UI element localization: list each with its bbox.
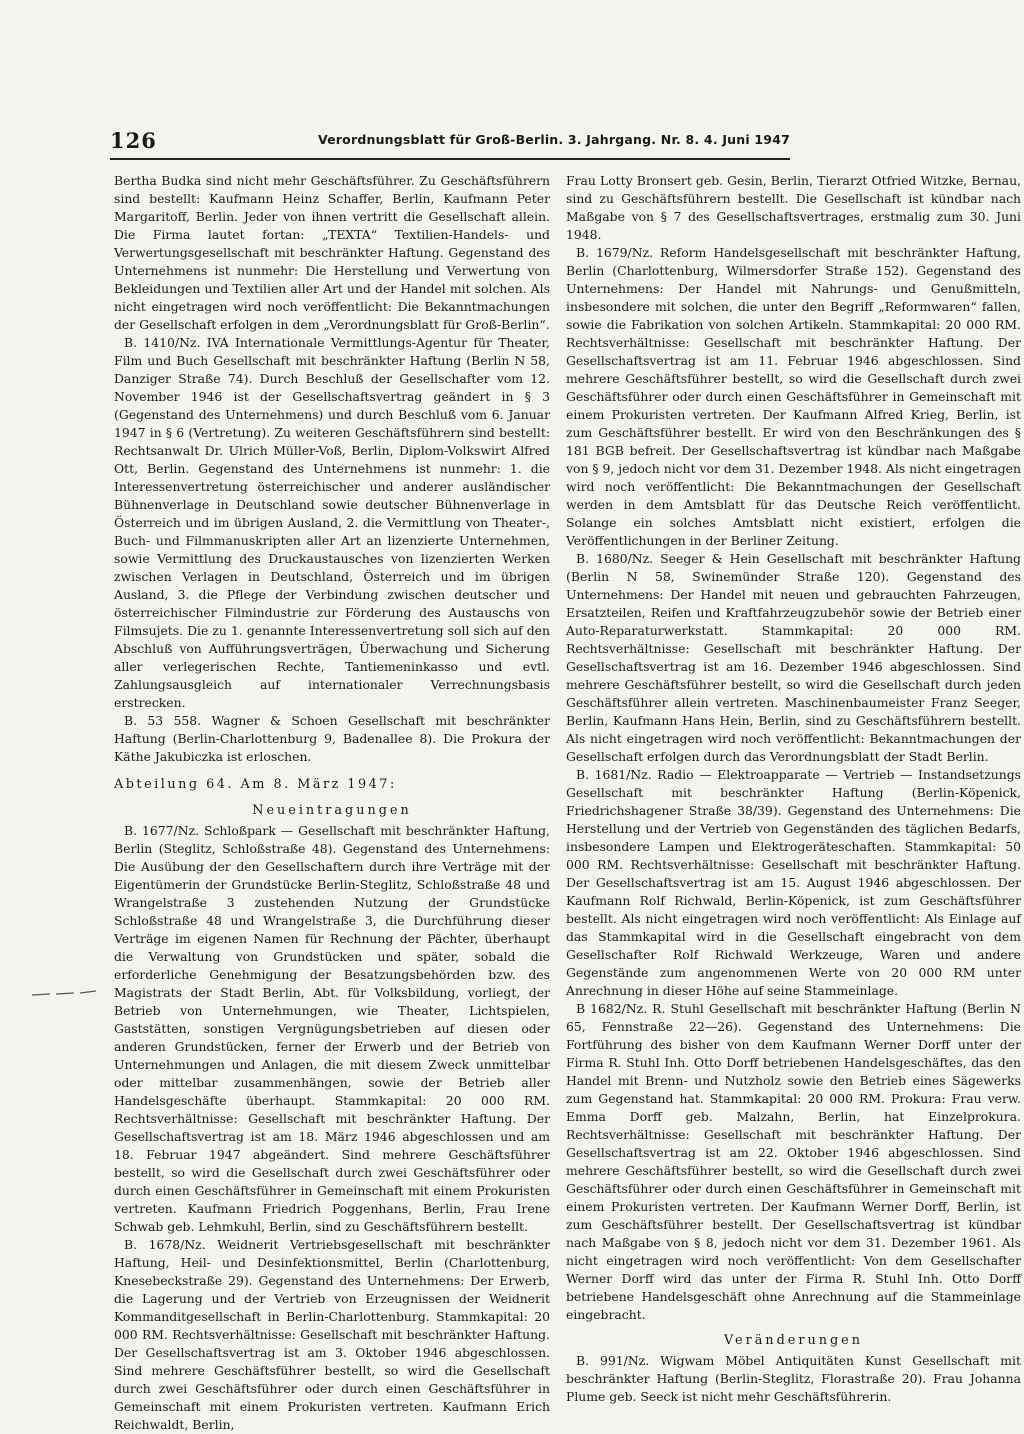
paragraph: B. 1679/Nz. Reform Handelsgesellschaft mit beschränkter Haftung, Berlin (Charlottenburg, Wilmersdorfer Straße 152). Gegenstand des Unternehmens: Der Handel mit Nahrungs- und Genußmitteln, insbesondere mit solchen, die unter den Begriff „Reformwaren“ fallen, sowie die Fabrikation von solchen Artikeln. Stammkapital: 20 000 RM. Rechtsverhältnisse: Gesellschaft mit beschränkter Haftung. Der Gesellschaftsvertrag ist am 11. Februar 1946 abgeschlossen. Sind mehrere Geschäftsführer bestellt, so wird die Gesellschaft durch zwei Geschäftsführer oder durch einen Geschäftsführer in Gemeinschaft mit einem Prokuristen vertreten. Der Kaufmann Alfred Krieg, Berlin, ist zum Geschäftsführer bestellt. Er wird von den Beschränkungen des § 181 BGB befreit. Der Gesellschaftsvertrag ist kündbar nach Maßgabe von § 9, jedoch nicht vor dem 31. Dezember 1948. Als nicht eingetragen wird noch veröffentlicht: Die Bekanntmachungen der Gesellschaft werden in dem Amtsblatt für das Deutsche Reich veröffentlicht. Solange ein solches Amtsblatt nicht existiert, erfolgen die Veröffentlichungen in der Berliner Zeitung.: [566, 245, 1021, 548]
left-column: [114, 172, 550, 1432]
paragraph: Frau Lotty Bronsert geb. Gesin, Berlin, Tierarzt Otfried Witzke, Bernau, sind zu Geschäftsführern bestellt. Die Gesellschaft ist kündbar nach Maßgabe von § 7 des Gesellschaftsvertrages, erstmalig zum 30. Juni 1948.: [566, 173, 1021, 242]
paragraph: B. 1677/Nz. Schloßpark — Gesellschaft mit beschränkter Haftung, Berlin (Steglitz, Schloßstraße 48). Gegenstand des Unternehmens: Die Ausübung der den Gesellschaftern durch ihre Verträge mit der Eigentümerin der Grundstücke Berlin-Steglitz, Schloßstraße 48 und Wrangelstraße 3 zustehenden Nutzung der Grundstücke Schloßstraße 48 und Wrangelstraße 3, die Durchführung dieser Verträge im eigenen Namen für Rechnung der Pächter, überhaupt die Verwaltung von Grundstücken und später, sobald die erforderliche Genehmigung der Besatzungsbehörden bzw. des Magistrats der Stadt Berlin, Abt. für Volksbildung, vorliegt, der Betrieb von Unternehmungen, wie Theater, Lichtspielen, Gaststätten, sonstigen Vergnügungsbetrieben auf diesen oder anderen Grundstücken, ferner der Erwerb und der Betrieb von Unternehmungen und Anlagen, die mit diesem Zweck unmittelbar oder mittelbar zusammenhängen, sowie der Betrieb aller Handelsgeschäfte überhaupt. Stammkapital: 20 000 RM. Rechtsverhältnisse: Gesellschaft mit beschränkter Haftung. Der Gesellschaftsvertrag ist am 18. März 1946 abgeschlossen und am 18. Februar 1947 abgeändert. Sind mehrere Geschäftsführer bestellt, so wird die Gesellschaft durch zwei Geschäftsführer oder durch einen Geschäftsführer in Gemeinschaft mit einem Prokuristen vertreten. Kaufmann Friedrich Poggenhans, Berlin, Frau Irene Schwab geb. Lehmkuhl, Berlin, sind zu Geschäftsführern bestellt.: [114, 823, 550, 1234]
paragraph: B. 53 558. Wagner & Schoen Gesellschaft mit beschränkter Haftung (Berlin-Charlottenburg 9, Badenallee 8). Die Prokura der Käthe Jakubiczka ist erloschen.: [114, 713, 550, 764]
page-header: [110, 128, 790, 160]
margin-pencil-mark-icon: [30, 985, 100, 1001]
paragraph: B. 1681/Nz. Radio — Elektroapparate — Vertrieb — Instandsetzungs Gesellschaft mit beschränkter Haftung (Berlin-Köpenick, Friedrichshagener Straße 38/39). Gegenstand des Unternehmens: Die Herstellung und der Vertrieb von Gegenständen des täglichen Bedarfs, insbesondere Lampen und Elektrogeräteschaften. Stammkapital: 50 000 RM. Rechtsverhältnisse: Gesellschaft mit beschränkter Haftung. Der Gesellschaftsvertrag ist am 15. August 1946 abgeschlossen. Der Kaufmann Rolf Richwald, Berlin-Köpenick, ist zum Geschäftsführer bestellt. Als nicht eingetragen wird noch veröffentlicht: Als Einlage auf das Stammkapital wird in die Gesellschaft eingebracht von dem Gesellschafter Rolf Richwald Werkzeuge, Waren und andere Gegenstände zum angenommenen Werte von 20 000 RM unter Anrechnung in dieser Höhe auf seine Stammeinlage.: [566, 767, 1021, 998]
paragraph: B. 1410/Nz. IVA Internationale Vermittlungs-Agentur für Theater, Film und Buch Gesellschaft mit beschränkter Haftung (Berlin N 58, Danziger Straße 74). Durch Beschluß der Gesellschafter vom 12. November 1946 ist der Gesellschaftsvertrag geändert in § 3 (Gegenstand des Unternehmens) und durch Beschluß vom 6. Januar 1947 in § 6 (Vertretung). Zu weiteren Geschäftsführern sind bestellt: Rechtsanwalt Dr. Ulrich Müller-Voß, Berlin, Diplom-Volkswirt Alfred Ott, Berlin. Gegenstand des Unternehmens ist nunmehr: 1. die Interessenvertretung österreichischer und anderer ausländischer Bühnenverlage in Deutschland sowie deutscher Bühnenverlage in Österreich und im übrigen Ausland, 2. die Vermittlung von Theater-, Buch- und Filmmanuskripten aller Art an lizenzierte Unternehmen, sowie Vermittlung des Druckaustausches von lizenzierten Werken zwischen Verlagen in Deutschland, Österreich und im übrigen Ausland, 3. die Pflege der Verbindung zwischen deutscher und österreichischer Filmindustrie zur Förderung des Austauschs von Filmsujets. Die zu 1. genannte Interessenvertretung soll sich auf den Abschluß von Aufführungsverträgen, Überwachung und Sicherung aller verlegerischen Rechte, Tantiemeninkasso und evtl. Zahlungsausgleich auf internationaler Verrechnungsbasis erstrecken.: [114, 335, 550, 710]
paragraph: B 1682/Nz. R. Stuhl Gesellschaft mit beschränkter Haftung (Berlin N 65, Fennstraße 22—26). Gegenstand des Unternehmens: Die Fortführung des bisher von dem Kaufmann Werner Dorff unter der Firma R. Stuhl Inh. Otto Dorff betriebenen Handelsgeschäftes, das den Handel mit Brenn- und Nutzholz sowie den Betrieb eines Sägewerks zum Gegenstand hat. Stammkapital: 20 000 RM. Prokura: Frau verw. Emma Dorff geb. Malzahn, Berlin, hat Einzelprokura. Rechtsverhältnisse: Gesellschaft mit beschränkter Haftung. Der Gesellschaftsvertrag ist am 22. Oktober 1946 abgeschlossen. Sind mehrere Geschäftsführer bestellt, so wird die Gesellschaft durch zwei Geschäftsführer oder durch einen Geschäftsführer in Gemeinschaft mit einem Prokuristen vertreten. Der Kaufmann Werner Dorff, Berlin, ist zum Geschäftsführer bestellt. Der Gesellschaftsvertrag ist kündbar nach Maßgabe von § 8, jedoch nicht vor dem 31. Dezember 1961. Als nicht eingetragen wird noch veröffentlicht: Von dem Gesellschafter Werner Dorff wird das unter der Firma R. Stuhl Inh. Otto Dorff betriebene Handelsgeschäft ohne Anrechnung auf die Stammeinlage eingebracht.: [566, 1001, 1021, 1322]
paragraph: B. 1680/Nz. Seeger & Hein Gesellschaft mit beschränkter Haftung (Berlin N 58, Swinemünder Straße 120). Gegenstand des Unternehmens: Der Handel mit neuen und gebrauchten Fahrzeugen, Ersatzteilen, Reifen und Kraftfahrzeugzubehör sowie der Betrieb einer Auto-Reparaturwerkstatt. Stammkapital: 20 000 RM. Rechtsverhältnisse: Gesellschaft mit beschränkter Haftung. Der Gesellschaftsvertrag ist am 16. Dezember 1946 abgeschlossen. Sind mehrere Geschäftsführer bestellt, so wird die Gesellschaft durch jeden Geschäftsführer allein vertreten. Maschinenbaumeister Franz Seeger, Berlin, Kaufmann Hans Hein, Berlin, sind zu Geschäftsführern bestellt. Als nicht eingetragen wird noch veröffentlicht: Bekanntmachungen der Gesellschaft erfolgen durch das Verordnungsblatt der Stadt Berlin.: [566, 551, 1021, 764]
page-number: 126: [110, 128, 157, 153]
right-column: [566, 172, 1021, 1404]
paragraph: B. 991/Nz. Wigwam Möbel Antiquitäten Kunst Gesellschaft mit beschränkter Haftung (Berlin-Steglitz, Florastraße 20). Frau Johanna Plume geb. Seeck ist nicht mehr Geschäftsführerin.: [566, 1353, 1021, 1404]
section-heading-changes: Veränderungen: [723, 1333, 863, 1348]
running-title: Verordnungsblatt für Groß-Berlin. 3. Jahrgang. Nr. 8. 4. Juni 1947: [317, 132, 790, 147]
paragraph: B. 1678/Nz. Weidnerit Vertriebsgesellschaft mit beschränkter Haftung, Heil- und Desinfektionsmittel, Berlin (Charlottenburg, Knesebeckstraße 29). Gegenstand des Unternehmens: Der Erwerb, die Lagerung und der Vertrieb von Erzeugnissen der Weidnerit Kommanditgesellschaft in Berlin-Charlottenburg. Stammkapital: 20 000 RM. Rechtsverhältnisse: Gesellschaft mit beschränkter Haftung. Der Gesellschaftsvertrag ist am 3. Oktober 1946 abgeschlossen. Sind mehrere Geschäftsführer bestellt, so wird die Gesellschaft durch zwei Geschäftsführer oder durch einen Geschäftsführer in Gemeinschaft mit einem Prokuristen vertreten. Kaufmann Erich Reichwaldt, Berlin,: [114, 1237, 550, 1432]
section-heading-new-entries: Neueintragungen: [252, 803, 412, 818]
paragraph: Bertha Budka sind nicht mehr Geschäftsführer. Zu Geschäftsführern sind bestellt: Kaufmann Heinz Schaffer, Berlin, Kaufmann Peter Margaritoff, Berlin. Jeder von ihnen vertritt die Gesellschaft allein. Die Firma lautet fortan: „TEXTA“ Textilien-Handels- und Verwertungsgesellschaft mit beschränkter Haftung. Gegenstand des Unternehmens ist nunmehr: Die Herstellung und Verwertung von Bekleidungen und Textilien aller Art und der Handel mit solchen. Als nicht eingetragen wird noch veröffentlicht: Die Bekanntmachungen der Gesellschaft erfolgen in dem „Verordnungsblatt für Groß-Berlin“.: [114, 173, 550, 332]
department-heading: Abteilung 64. Am 8. März 1947:: [114, 777, 397, 792]
